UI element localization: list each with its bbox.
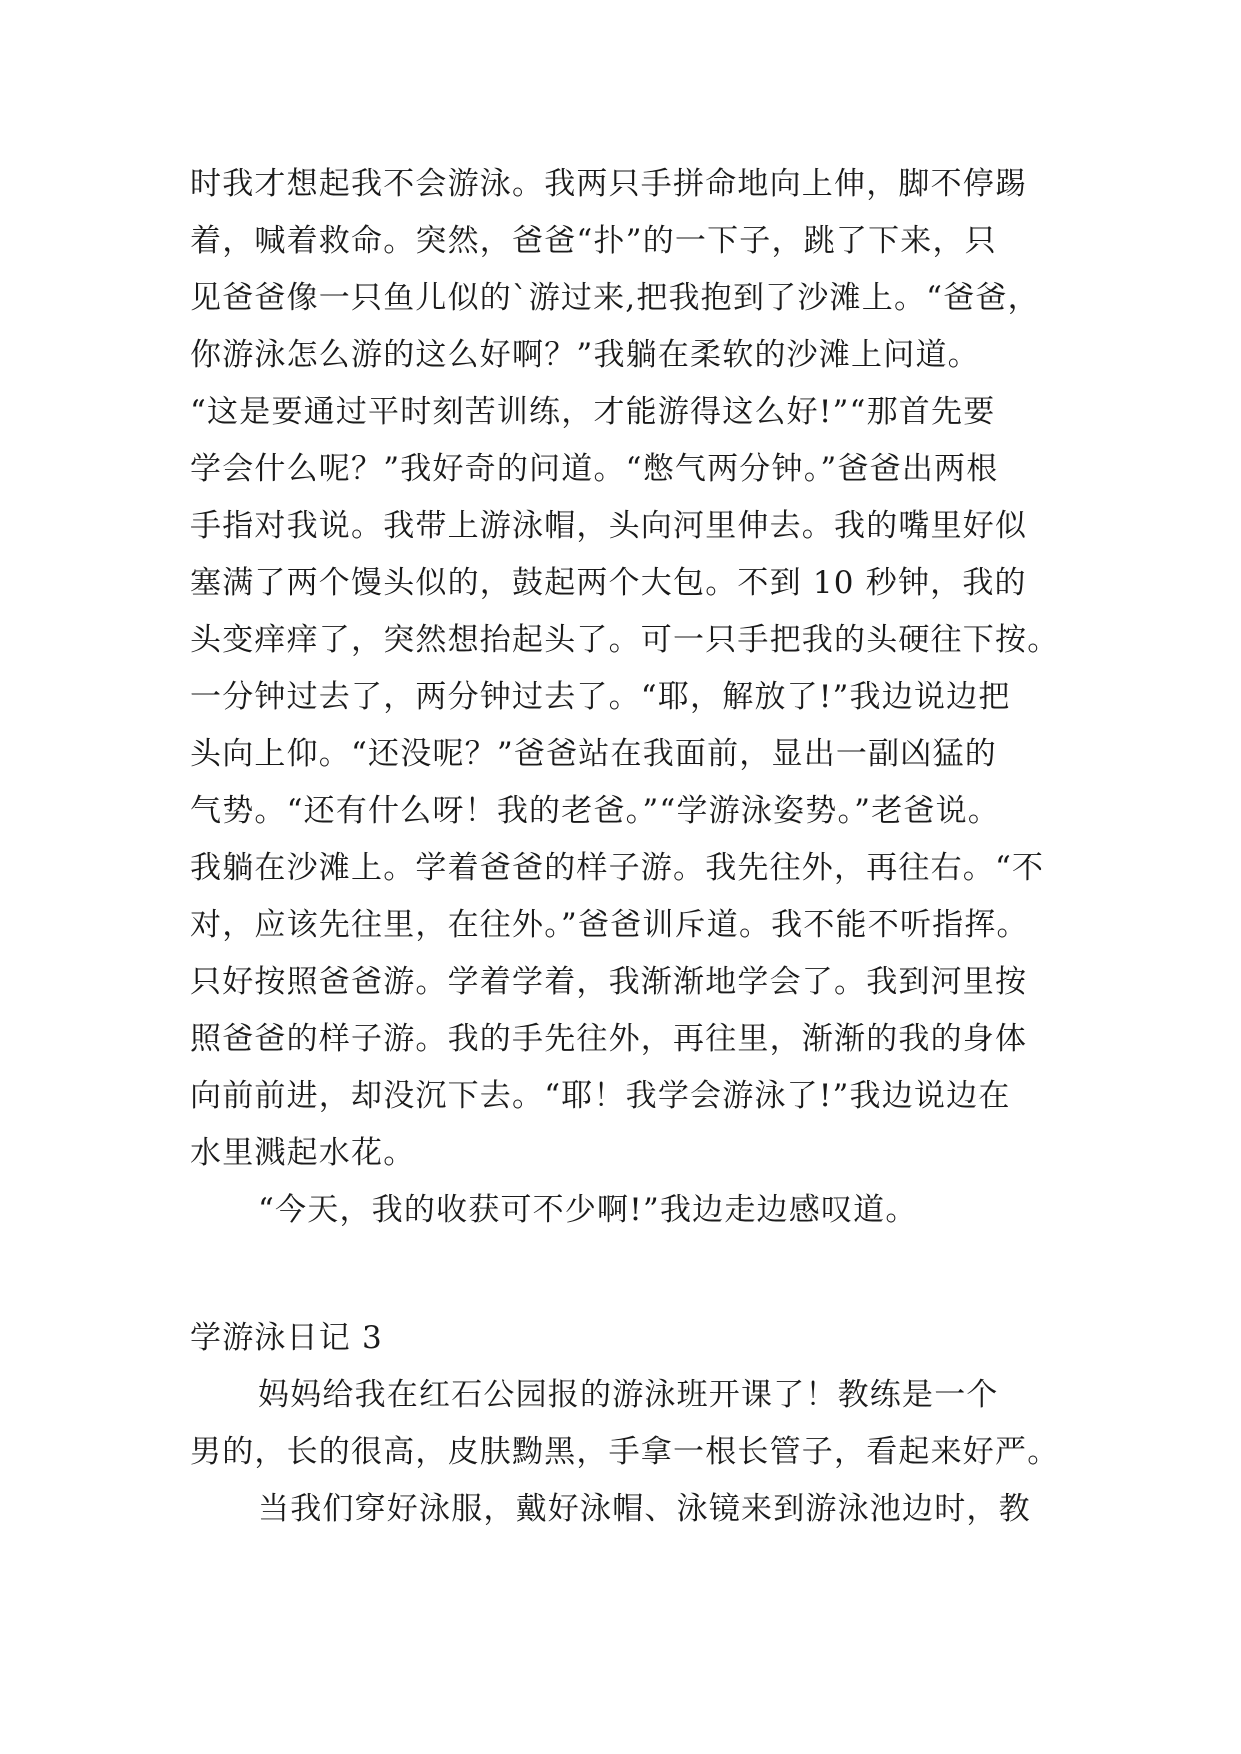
- text-line: 向前前进，却没沉下去。“耶！我学会游泳了!”我边说边在: [190, 1078, 1011, 1114]
- text-line: 塞满了两个馒头似的，鼓起两个大包。不到 10 秒钟，我的: [190, 565, 1027, 601]
- section-heading: 学游泳日记 3: [190, 1320, 383, 1356]
- text-line: 学会什么呢？”我好奇的问道。“憋气两分钟。”爸爸出两根: [190, 451, 999, 487]
- text-line: 照爸爸的样子游。我的手先往外，再往里，渐渐的我的身体: [190, 1021, 1028, 1057]
- text-line: 对，应该先往里，在往外。”爸爸训斥道。我不能不听指挥。: [190, 907, 1029, 943]
- text-line: 水里溅起水花。: [190, 1135, 416, 1171]
- text-line: 手指对我说。我带上游泳帽，头向河里伸去。我的嘴里好似: [190, 508, 1028, 544]
- text-line: 一分钟过去了，两分钟过去了。“耶，解放了!”我边说边把: [190, 679, 1011, 715]
- text-line: 头向上仰。“还没呢？”爸爸站在我面前，显出一副凶猛的: [190, 736, 997, 772]
- text-line: 妈妈给我在红石公园报的游泳班开课了！教练是一个: [258, 1377, 999, 1413]
- text-line: 当我们穿好泳服，戴好泳帽、泳镜来到游泳池边时，教: [258, 1491, 1031, 1527]
- text-line: 男的，长的很高，皮肤黝黑，手拿一根长管子，看起来好严。: [190, 1434, 1060, 1470]
- text-line: “今天，我的收获可不少啊!”我边走边感叹道。: [258, 1192, 918, 1228]
- text-line: 你游泳怎么游的这么好啊？”我躺在柔软的沙滩上问道。: [190, 337, 980, 373]
- text-line: 见爸爸像一只鱼儿似的`游过来,把我抱到了沙滩上。“爸爸，: [190, 280, 1040, 316]
- text-line: 着，喊着救命。突然，爸爸“扑”的一下子，跳了下来，只: [190, 223, 997, 259]
- text-line: “这是要通过平时刻苦训练，才能游得这么好!”“那首先要: [190, 394, 996, 430]
- text-line: 头变痒痒了，突然想抬起头了。可一只手把我的头硬往下按。: [190, 622, 1060, 658]
- text-line: 只好按照爸爸游。学着学着，我渐渐地学会了。我到河里按: [190, 964, 1028, 1000]
- text-line: 时我才想起我不会游泳。我两只手拼命地向上伸，脚不停踢: [190, 166, 1028, 202]
- text-line: 我躺在沙滩上。学着爸爸的样子游。我先往外，再往右。“不: [190, 850, 1045, 886]
- text-line: 气势。“还有什么呀！我的老爸。”“学游泳姿势。”老爸说。: [190, 793, 1000, 829]
